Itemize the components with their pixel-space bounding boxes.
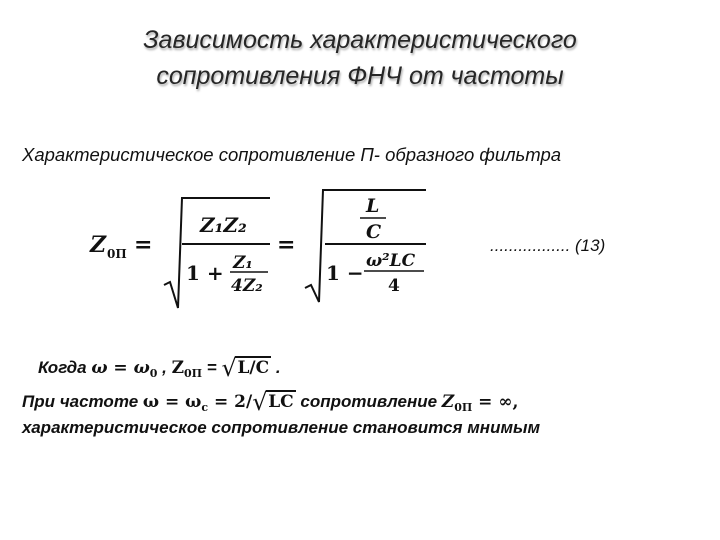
condition-line-3: характеристическое сопротивление становится мнимым xyxy=(22,418,541,437)
line1-z: Z xyxy=(171,358,185,378)
frac1-inner-denominator: 4Z₂ xyxy=(231,276,263,296)
slide-title-line-1: Зависимость характеристического xyxy=(143,26,577,54)
formula-equals-1: = xyxy=(134,232,153,258)
line2-text: При частоте xyxy=(22,392,143,411)
line2-sqrt xyxy=(252,388,295,416)
frac2-top-den: C xyxy=(366,221,382,243)
frac2-inner-numerator: ω²LC xyxy=(366,251,416,271)
line1-z-sub: 0П xyxy=(184,367,203,380)
line1-omega: ω = ω xyxy=(91,358,150,378)
frac1-inner-numerator: Z₁ xyxy=(233,253,253,273)
formula-lhs: Z xyxy=(90,232,107,258)
line2-sqrt-content: LC xyxy=(268,392,294,412)
frac2-top-num: L xyxy=(366,195,380,217)
formula-lhs-sub: 0П xyxy=(107,247,127,261)
line2-equals: = 2/ xyxy=(208,392,253,412)
formula-equals-2: = xyxy=(277,232,296,258)
line1-equals: = xyxy=(202,358,222,377)
slide-title-line-2: сопротивления ФНЧ от частоты xyxy=(156,62,564,90)
line1-comma: , xyxy=(157,358,172,377)
line1-end: . xyxy=(271,358,281,377)
line2-omega-sub: c xyxy=(201,401,209,414)
condition-line-1 xyxy=(38,354,281,382)
frac1-numerator: Z₁Z₂ xyxy=(200,213,247,237)
line2-text-2: сопротивление xyxy=(295,392,442,411)
frac2-inner-denominator: 4 xyxy=(388,276,400,296)
condition-line-2 xyxy=(22,388,519,416)
line2-end: = ∞, xyxy=(472,392,519,412)
line1-sqrt xyxy=(221,354,271,382)
line2-z: Z xyxy=(441,392,455,412)
slide-subtitle: Характеристическое сопротивление П- образного фильтра xyxy=(22,144,562,165)
equation-number: ................. (13) xyxy=(490,236,606,255)
frac1-denominator-left: 1 + xyxy=(186,261,224,285)
frac2-denominator-left: 1 − xyxy=(326,261,364,285)
sqrt-sign: √ xyxy=(252,388,268,416)
line2-omega: ω = ω xyxy=(142,392,202,412)
line1-text: Когда xyxy=(38,358,92,377)
line1-omega-sub: 0 xyxy=(149,367,158,380)
sqrt-sign: √ xyxy=(221,354,237,382)
line1-sqrt-content: L/C xyxy=(237,358,270,378)
line2-z-sub: 0П xyxy=(454,401,473,414)
